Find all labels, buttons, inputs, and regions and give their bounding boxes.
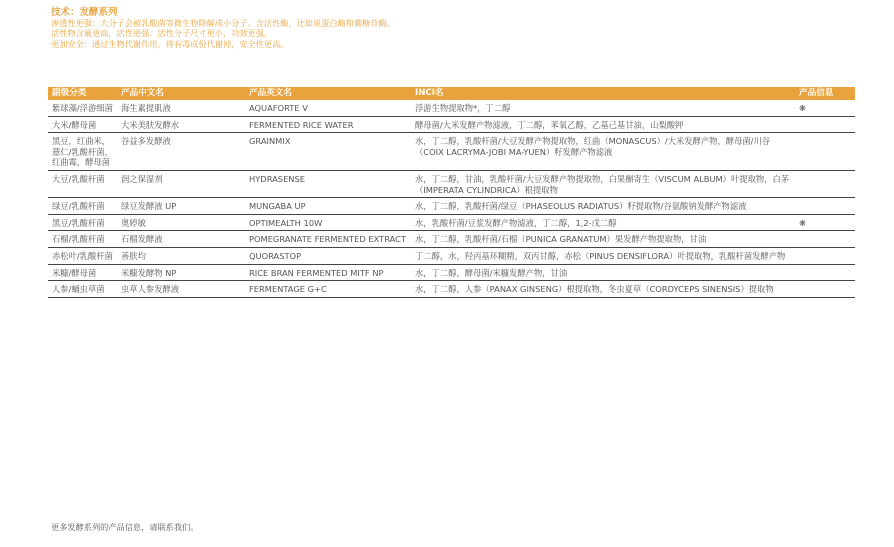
category-cell: 人参/蛹虫草菌: [48, 281, 117, 298]
chinese-name-cell: 绿豆发酵液 UP: [117, 198, 245, 215]
product-info-cell: [795, 170, 855, 197]
english-name-cell: OPTIMEALTH 10W: [245, 214, 411, 231]
table-row: [48, 100, 855, 116]
section-header: [51, 7, 851, 49]
table-row: [48, 247, 855, 264]
chinese-name-cell: 润之保湿剂: [117, 170, 245, 197]
category-cell: 黑豆，红曲米，薏仁/乳酸杆菌，红曲霉，酵母菌: [48, 133, 117, 171]
english-name-cell: MUNGABA UP: [245, 198, 411, 215]
inci-cell: 酵母菌/大米发酵产物滤液，丁二醇，苯氧乙醇，乙基己基甘油，山梨酸钾: [411, 116, 795, 133]
table-row: [48, 133, 855, 171]
chinese-name-cell: 虫草人参发酵液: [117, 281, 245, 298]
english-name-cell: GRAINMIX: [245, 133, 411, 171]
chinese-name-cell: 石榴发酵液: [117, 231, 245, 248]
product-info-cell: [795, 198, 855, 215]
product-info-cell: [795, 231, 855, 248]
table-row: [48, 264, 855, 281]
chinese-name-cell: 谷益多发酵液: [117, 133, 245, 171]
english-name-cell: FERMENTAGE G+C: [245, 281, 411, 298]
product-info-cell: [795, 281, 855, 298]
table-row: [48, 198, 855, 215]
header-inci-name: INCI名: [411, 87, 795, 100]
category-cell: 大米/酵母菌: [48, 116, 117, 133]
inci-cell: 水，丁二醇，人参（PANAX GINSENG）根提取物，冬虫夏草（CORDYCEPS SINENSIS）提取物: [411, 281, 795, 298]
inci-cell: 浮游生物提取物*，丁二醇: [411, 100, 795, 116]
header-english-name: 产品英文名: [245, 87, 411, 100]
section-title: 技术：发酵系列: [51, 7, 118, 18]
chinese-name-cell: 海生素提肌液: [117, 100, 245, 116]
benefit-line-safety: 更加安全：通过生物代谢作用，将有毒成份代谢掉，安全性更高。: [51, 38, 289, 49]
inci-cell: 丁二醇，水，羟丙基环糊精，双丙甘醇，赤松（PINUS DENSIFLORA）叶提取物，乳酸杆菌发酵产物: [411, 247, 795, 264]
category-cell: 大豆/乳酸杆菌: [48, 170, 117, 197]
table-body: [48, 100, 855, 297]
english-name-cell: RICE BRAN FERMENTED MITF NP: [245, 264, 411, 281]
english-name-cell: POMEGRANATE FERMENTED EXTRACT: [245, 231, 411, 248]
product-table: [48, 87, 855, 298]
table-row: [48, 116, 855, 133]
chinese-name-cell: 奥婷敏: [117, 214, 245, 231]
category-cell: 绿豆/乳酸杆菌: [48, 198, 117, 215]
header-category: 副级分类: [48, 87, 117, 100]
inci-cell: 水，丁二醇，乳酸杆菌/石榴（PUNICA GRANATUM）果发酵产物提取物，甘油: [411, 231, 795, 248]
product-info-cell: ❋: [795, 100, 855, 116]
inci-cell: 水，丁二醇，甘油，乳酸杆菌/大豆发酵产物提取物，白果槲寄生（VISCUM ALBUM）叶提取物，白茅（IMPERATA CYLINDRICA）根提取物: [411, 170, 795, 197]
chinese-name-cell: 善肤均: [117, 247, 245, 264]
category-cell: 紫球藻/浮游细菌: [48, 100, 117, 116]
chinese-name-cell: 大米美肤发酵水: [117, 116, 245, 133]
english-name-cell: QUORASTOP: [245, 247, 411, 264]
header-product-info: 产品信息: [795, 87, 855, 100]
english-name-cell: FERMENTED RICE WATER: [245, 116, 411, 133]
product-info-cell: [795, 264, 855, 281]
product-info-cell: [795, 133, 855, 171]
inci-cell: 水，丁二醇，乳酸杆菌/绿豆（PHASEOLUS RADIATUS）籽提取物/谷氨酸钠发酵产物滤液: [411, 198, 795, 215]
chinese-name-cell: 米糠发酵物 NP: [117, 264, 245, 281]
header-chinese-name: 产品中文名: [117, 87, 245, 100]
english-name-cell: AQUAFORTE V: [245, 100, 411, 116]
category-cell: 黑豆/乳酸杆菌: [48, 214, 117, 231]
benefit-line-activity: 活性物含量更高，活性更强：活性分子尺寸更小，功效更强。: [51, 28, 273, 39]
product-info-cell: [795, 116, 855, 133]
product-info-cell: ❋: [795, 214, 855, 231]
table-row: [48, 170, 855, 197]
inci-cell: 水，丁二醇，酵母菌/米糠发酵产物，甘油: [411, 264, 795, 281]
inci-cell: 水，乳酸杆菌/豆浆发酵产物滤液，丁二醇，1,2-戊二醇: [411, 214, 795, 231]
category-cell: 米糠/酵母菌: [48, 264, 117, 281]
benefit-line-penetration: 渗透性更强：大分子会被乳酸菌等微生物降解成小分子。含活性酶，比如说蛋白酶和葡糖苷酶。: [51, 18, 395, 28]
product-info-cell: [795, 247, 855, 264]
footer-note: 更多发酵系列的产品信息，请联系我们。: [51, 522, 199, 532]
table-header-row: [48, 87, 855, 100]
category-cell: 赤松叶/乳酸杆菌: [48, 247, 117, 264]
table-row: [48, 214, 855, 231]
table-row: [48, 231, 855, 248]
inci-cell: 水，丁二醇，乳酸杆菌/大豆发酵产物提取物，红曲（MONASCUS）/大米发酵产物，酵母菌/川谷（COIX LACRYMA-JOBI MA-YUEN）籽发酵产物滤液: [411, 133, 795, 171]
category-cell: 石榴/乳酸杆菌: [48, 231, 117, 248]
english-name-cell: HYDRASENSE: [245, 170, 411, 197]
table-row: [48, 281, 855, 298]
